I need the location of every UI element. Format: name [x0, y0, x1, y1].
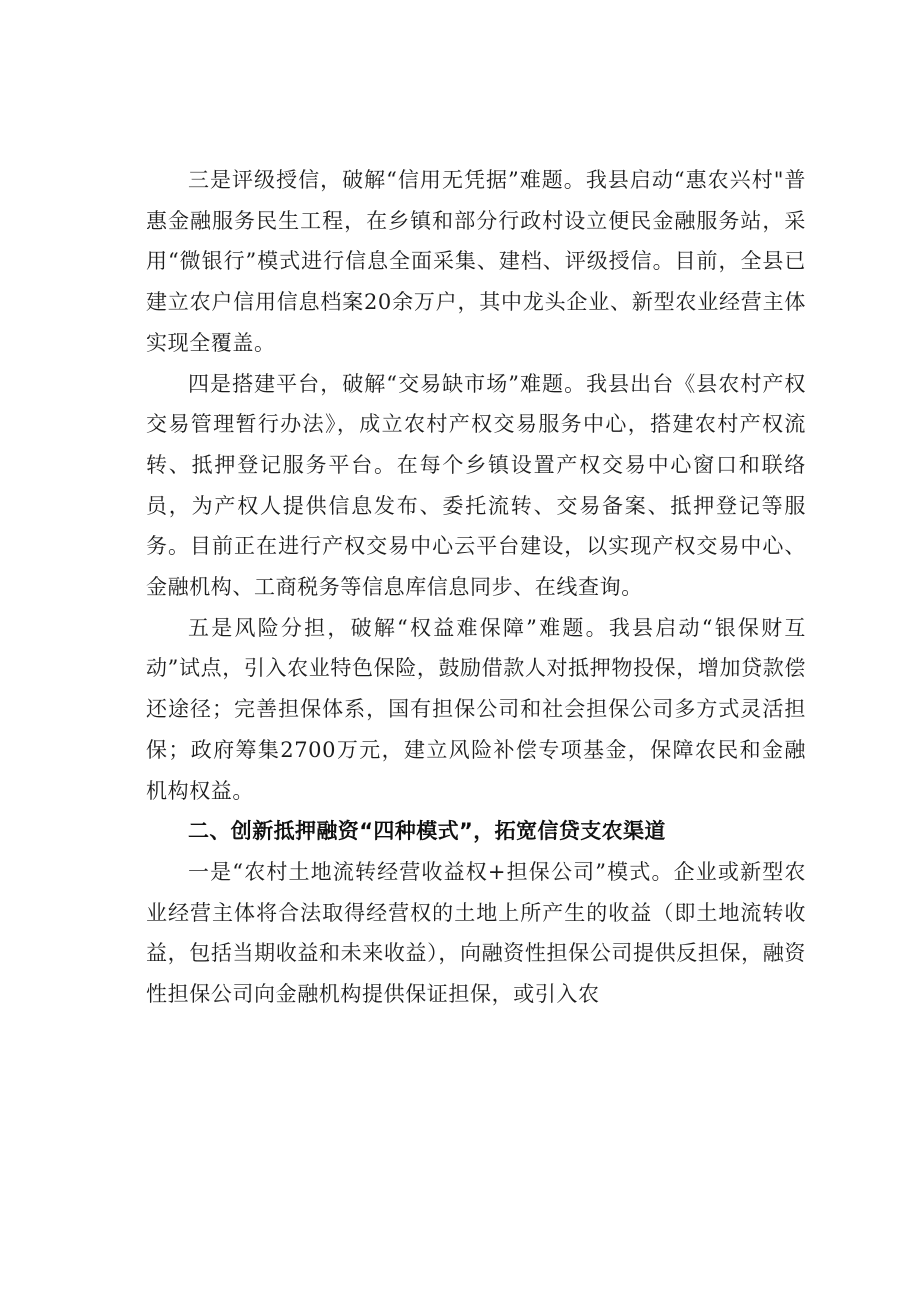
paragraph-land-transfer-model: 一是“农村土地流转经营收益权+担保公司”模式。企业或新型农业经营主体将合法取得经营权的土地上所产生的收益（即土地流转收益，包括当期收益和未来收益），向融资性担保公司提供反担保，融资性担保公司向金融机构提供保证担保，或引入农: [146, 859, 806, 1007]
paragraph-trading-platform: 四是搭建平台，破解“交易缺市场”难题。我县出台《县农村产权交易管理暂行办法》，成立农村产权交易服务中心，搭建农村产权流转、抵押登记服务平台。在每个乡镇设置产权交易中心窗口和联络员，为产权人提供信息发布、委托流转、交易备案、抵押登记等服务。目前正在进行产权交易中心云平台建设，以实现产权交易中心、金融机构、工商税务等信息库信息同步、在线查询。: [146, 371, 806, 600]
section-heading: 二、创新抵押融资“四种模式”，拓宽信贷支农渠道: [188, 819, 666, 844]
paragraph-risk-sharing: 五是风险分担，破解“权益难保障”难题。我县启动“银保财互动”试点，引入农业特色保险，鼓励借款人对抵押物投保，增加贷款偿还途径；完善担保体系，国有担保公司和社会担保公司多方式灵活担保；政府筹集2700万元，建立风险补偿专项基金，保障农民和金融机构权益。: [146, 615, 806, 803]
document-body: [146, 160, 806, 1015]
paragraph-credit-rating: 三是评级授信，破解“信用无凭据”难题。我县启动“惠农兴村"普惠金融服务民生工程，在乡镇和部分行政村设立便民金融服务站，采用“微银行”模式进行信息全面采集、建档、评级授信。目前，全县已建立农户信用信息档案20余万户，其中龙头企业、新型农业经营主体实现全覆盖。: [146, 168, 806, 355]
